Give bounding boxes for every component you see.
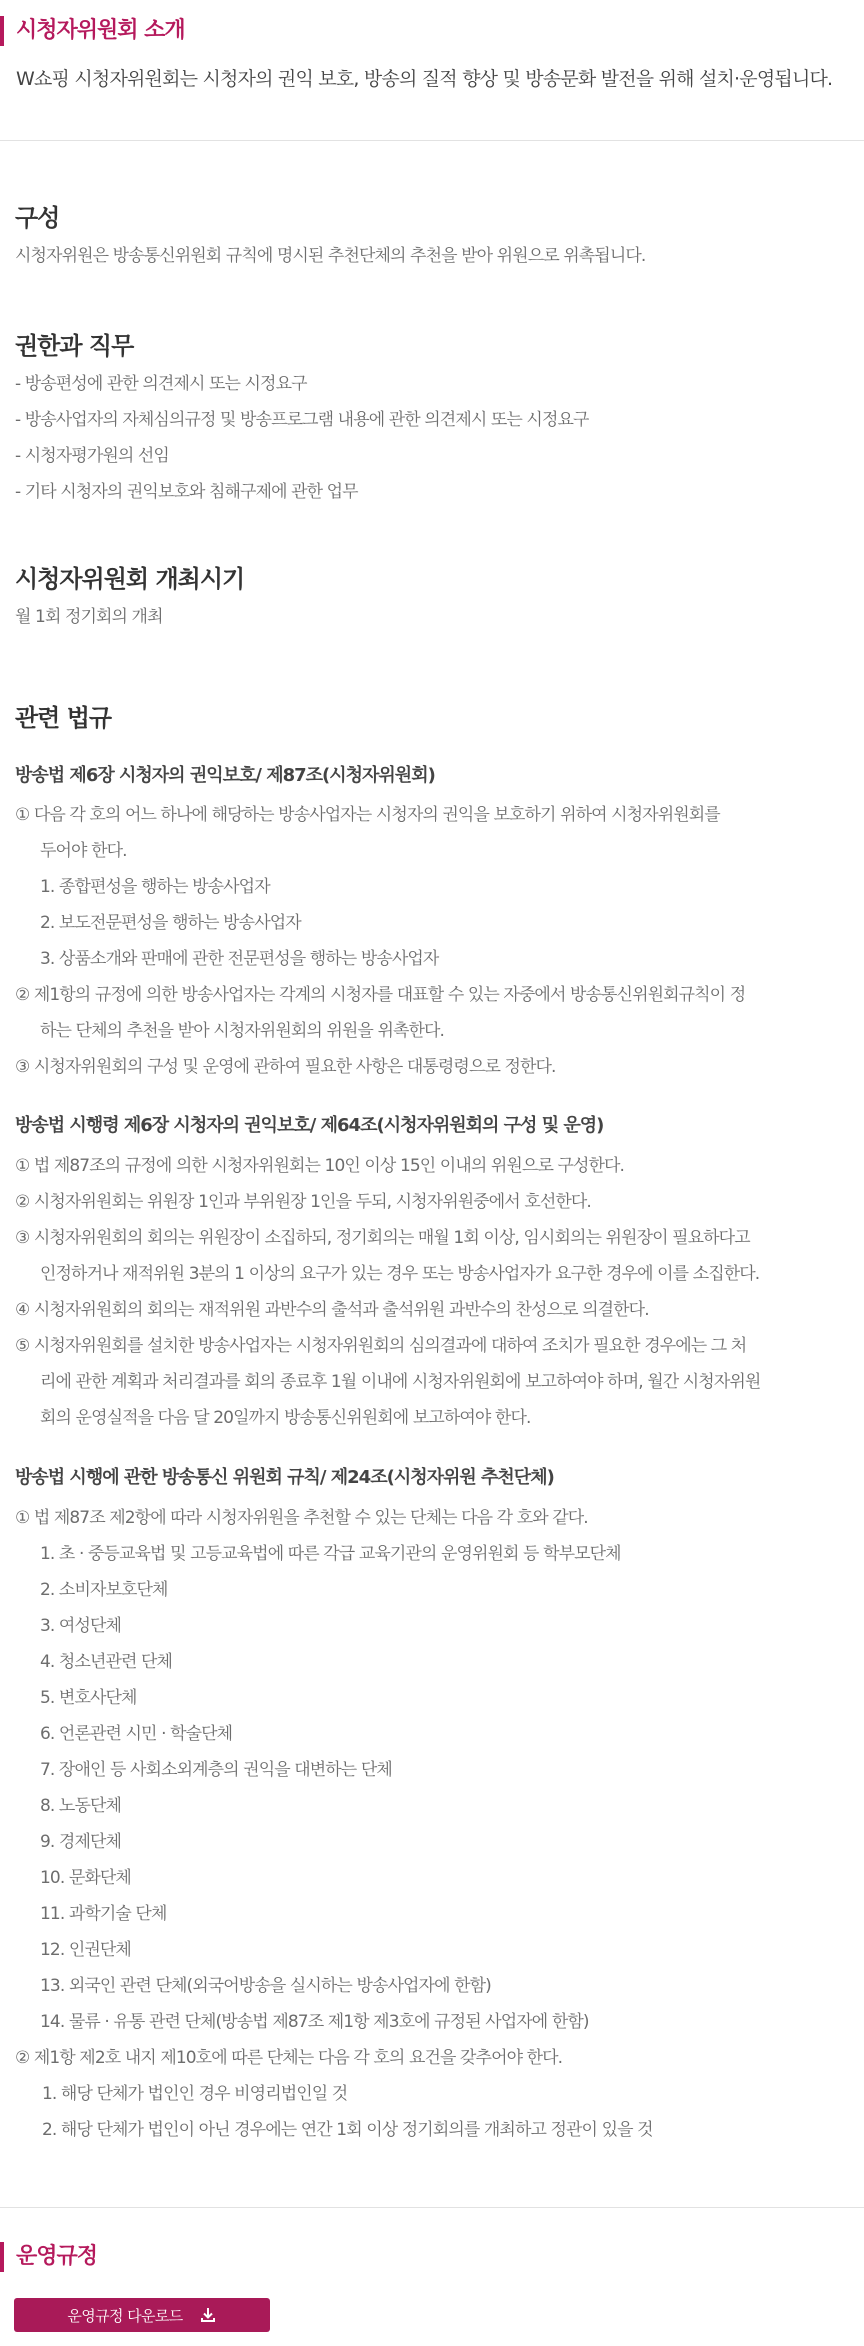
law-line: ① 법 제87조의 규정에 의한 시청자위원회는 10인 이상 15인 이내의 위원으로 구성한다. [15,1156,625,1176]
divider [0,2207,864,2208]
law-line: 3. 여성단체 [40,1616,122,1636]
intro-title: 시청자위원회 소개 [0,16,185,46]
divider [0,140,864,141]
law-line: 9. 경제단체 [40,1832,122,1852]
law-line: 2. 보도전문편성을 행하는 방송사업자 [40,913,301,933]
law-line: 5. 변호사단체 [40,1688,137,1708]
intro-text: W쇼핑 시청자위원회는 시청자의 권익 보호, 방송의 질적 향상 및 방송문화 발전을 위해 설치·운영됩니다. [16,68,833,90]
law-line: 두어야 한다. [40,841,127,861]
download-icon [199,2306,217,2324]
law-line: ② 제1항의 규정에 의한 방송사업자는 각계의 시청자를 대표할 수 있는 자중에서 방송통신위원회규칙이 정 [15,985,746,1005]
law-line: 4. 청소년관련 단체 [40,1652,173,1672]
law-line: 하는 단체의 추천을 받아 시청자위원회의 위원을 위촉한다. [40,1021,445,1041]
duty-item: - 방송편성에 관한 의견제시 또는 시정요구 [15,374,307,394]
law-line: 회의 운영실적을 다음 달 20일까지 방송통신위원회에 보고하여야 한다. [40,1408,531,1428]
law-line: 12. 인권단체 [40,1940,131,1960]
law-line: 1. 초 · 중등교육법 및 고등교육법에 따른 각급 교육기관의 운영위원회 등 학부모단체 [40,1544,621,1564]
law-line: 10. 문화단체 [40,1868,131,1888]
law-line: ④ 시청자위원회의 회의는 재적위원 과반수의 출석과 출석위원 과반수의 찬성으로 의결한다. [15,1300,649,1320]
law-line: 1. 해당 단체가 법인인 경우 비영리법인일 것 [42,2084,348,2104]
composition-heading: 구성 [15,204,60,232]
duty-item: - 시청자평가원의 선임 [15,446,169,466]
meeting-heading: 시청자위원회 개최시기 [15,565,245,593]
law-line: 14. 물류 · 유통 관련 단체(방송법 제87조 제1항 제3호에 규정된 사업자에 한함) [40,2012,589,2032]
law-line: ① 법 제87조 제2항에 따라 시청자위원을 추천할 수 있는 단체는 다음 각 호와 같다. [15,1508,588,1528]
composition-text: 시청자위원은 방송통신위원회 규칙에 명시된 추천단체의 추천을 받아 위원으로 위촉됩니다. [15,246,646,266]
duties-heading: 권한과 직무 [15,332,134,360]
duty-item: - 방송사업자의 자체심의규정 및 방송프로그램 내용에 관한 의견제시 또는 시정요구 [15,410,589,430]
rules-download-button[interactable] [14,2298,270,2332]
law-line: 1. 종합편성을 행하는 방송사업자 [40,877,270,897]
law-line: 6. 언론관련 시민 · 학술단체 [40,1724,233,1744]
law2-title: 방송법 시행령 제6장 시청자의 권익보호/ 제64조(시청자위원회의 구성 및 운영) [15,1115,604,1136]
law-line: 13. 외국인 관련 단체(외국어방송을 실시하는 방송사업자에 한함) [40,1976,491,1996]
laws-heading: 관련 법규 [15,704,112,732]
law-line: 인정하거나 재적위원 3분의 1 이상의 요구가 있는 경우 또는 방송사업자가 요구한 경우에 이를 소집한다. [40,1264,760,1284]
law-line: 8. 노동단체 [40,1796,122,1816]
law-line: 2. 소비자보호단체 [40,1580,168,1600]
law1-title: 방송법 제6장 시청자의 권익보호/ 제87조(시청자위원회) [15,765,435,786]
law3-title: 방송법 시행에 관한 방송통신 위원회 규칙/ 제24조(시청자위원 추천단체) [15,1467,554,1488]
law-line: 2. 해당 단체가 법인이 아닌 경우에는 연간 1회 이상 정기회의를 개최하고 정관이 있을 것 [42,2120,653,2140]
law-line: 3. 상품소개와 판매에 관한 전문편성을 행하는 방송사업자 [40,949,439,969]
meeting-text: 월 1회 정기회의 개최 [15,607,163,627]
law-line: 7. 장애인 등 사회소외계층의 권익을 대변하는 단체 [40,1760,392,1780]
law-line: ② 제1항 제2호 내지 제10호에 따른 단체는 다음 각 호의 요건을 갖추어야 한다. [15,2048,563,2068]
duty-item: - 기타 시청자의 권익보호와 침해구제에 관한 업무 [15,482,358,502]
law-line: ③ 시청자위원회의 회의는 위원장이 소집하되, 정기회의는 매월 1회 이상, 임시회의는 위원장이 필요하다고 [15,1228,750,1248]
rules-title: 운영규정 [0,2242,97,2272]
law-line: ③ 시청자위원회의 구성 및 운영에 관하여 필요한 사항은 대통령령으로 정한다. [15,1057,556,1077]
law-line: 리에 관한 계획과 처리결과를 회의 종료후 1월 이내에 시청자위원회에 보고하여야 하며, 월간 시청자위원 [40,1372,761,1392]
law-line: ⑤ 시청자위원회를 설치한 방송사업자는 시청자위원회의 심의결과에 대하여 조치가 필요한 경우에는 그 처 [15,1336,747,1356]
law-line: 11. 과학기술 단체 [40,1904,167,1924]
download-button-label: 운영규정 다운로드 [67,2306,183,2325]
law-line: ① 다음 각 호의 어느 하나에 해당하는 방송사업자는 시청자의 권익을 보호하기 위하여 시청자위원회를 [15,805,720,825]
law-line: ② 시청자위원회는 위원장 1인과 부위원장 1인을 두되, 시청자위원중에서 호선한다. [15,1192,591,1212]
